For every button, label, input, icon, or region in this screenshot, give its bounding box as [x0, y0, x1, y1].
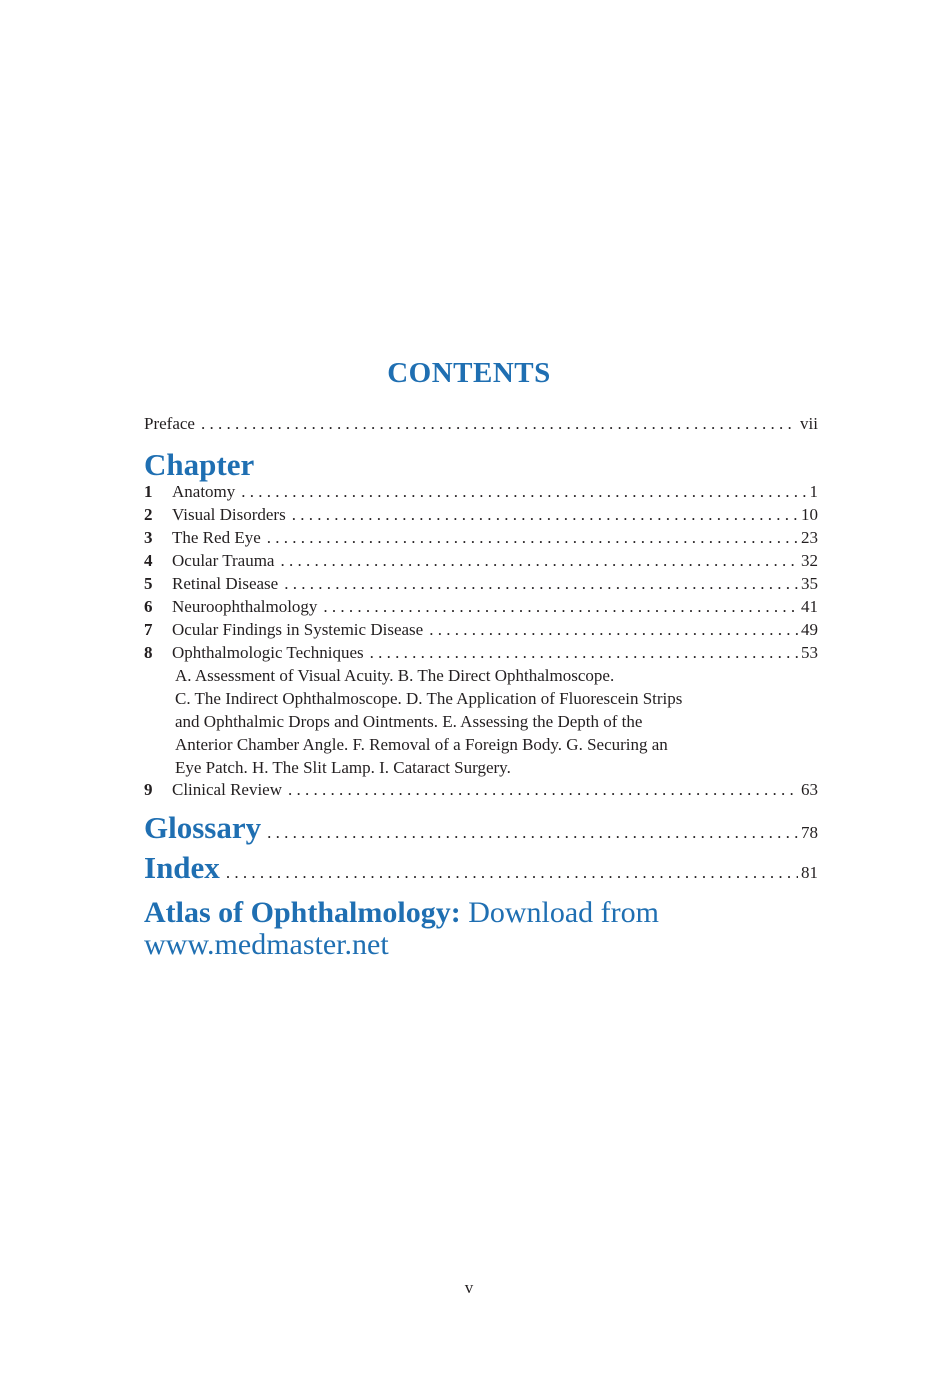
- dot-leader: [241, 481, 806, 503]
- toc-entry-chapter-8[interactable]: [144, 642, 818, 664]
- chapter-title: The Red Eye: [172, 528, 261, 547]
- toc-entry-chapter-7[interactable]: [144, 619, 818, 641]
- dot-leader: [267, 527, 798, 549]
- chapter-number: 4: [144, 551, 153, 570]
- toc-entry-label: Preface: [144, 414, 195, 433]
- chapter-page: 63: [801, 780, 818, 799]
- toc-entry-chapter-3[interactable]: [144, 527, 818, 549]
- contents-title: CONTENTS: [387, 357, 551, 389]
- dot-leader: [201, 413, 797, 435]
- chapter-page: 35: [801, 574, 818, 593]
- dot-leader: [284, 573, 798, 595]
- atlas-note: [144, 897, 744, 961]
- toc-entry-index[interactable]: [144, 850, 818, 891]
- chapter-number: 8: [144, 643, 153, 662]
- dot-leader: [292, 504, 798, 526]
- toc-entry-chapter-6[interactable]: [144, 596, 818, 618]
- subtopic-line: C. The Indirect Ophthalmoscope. D. The Application of Fluorescein Strips: [175, 689, 683, 708]
- chapter-heading: Chapter: [144, 447, 255, 482]
- toc-entry-chapter-1[interactable]: [144, 481, 818, 503]
- toc-entry-chapter-9[interactable]: [144, 779, 818, 801]
- chapter-page: 23: [801, 528, 818, 547]
- chapter-number: 5: [144, 574, 153, 593]
- chapter-title: Neuroophthalmology: [172, 597, 318, 616]
- index-page: 81: [801, 863, 818, 882]
- chapter-page: 10: [801, 505, 818, 524]
- atlas-url-link[interactable]: www.medmaster.net: [144, 928, 389, 961]
- chapter-page: 1: [809, 482, 818, 501]
- chapter-page: 53: [801, 643, 818, 662]
- chapter-number: 7: [144, 620, 153, 639]
- toc-entry-preface[interactable]: [144, 413, 818, 435]
- chapter-8-subtopics: [175, 664, 682, 779]
- chapter-title: Anatomy: [172, 482, 236, 501]
- toc-entry-glossary[interactable]: [144, 810, 818, 851]
- toc-entry-chapter-5[interactable]: [144, 573, 818, 595]
- glossary-label: Glossary: [144, 810, 262, 845]
- chapter-page: 32: [801, 551, 818, 570]
- dot-leader: [288, 779, 798, 801]
- chapter-title: Clinical Review: [172, 780, 283, 799]
- chapter-title: Ophthalmologic Techniques: [172, 643, 364, 662]
- dot-leader: [280, 550, 798, 572]
- toc-entry-page: vii: [800, 414, 818, 433]
- atlas-title: Atlas of Ophthalmology:: [144, 896, 461, 929]
- chapter-title: Visual Disorders: [172, 505, 286, 524]
- chapter-title: Ocular Trauma: [172, 551, 275, 570]
- index-label: Index: [144, 850, 220, 885]
- dot-leader: [370, 642, 798, 664]
- toc-entry-chapter-2[interactable]: [144, 504, 818, 526]
- subtopic-line: Anterior Chamber Angle. F. Removal of a Foreign Body. G. Securing an: [175, 735, 668, 754]
- chapter-number: 3: [144, 528, 153, 547]
- chapter-number: 1: [144, 482, 153, 501]
- subtopic-line: and Ophthalmic Drops and Ointments. E. Assessing the Depth of the: [175, 712, 643, 731]
- chapter-page: 49: [801, 620, 818, 639]
- chapter-number: 9: [144, 780, 153, 799]
- subtopic-line: A. Assessment of Visual Acuity. B. The Direct Ophthalmoscope.: [175, 666, 615, 685]
- atlas-download-text: Download from: [460, 896, 659, 929]
- subtopic-line: Eye Patch. H. The Slit Lamp. I. Cataract Surgery.: [175, 758, 511, 777]
- chapter-number: 6: [144, 597, 153, 616]
- chapter-title: Ocular Findings in Systemic Disease: [172, 620, 424, 639]
- toc-entry-chapter-4[interactable]: [144, 550, 818, 572]
- chapter-number: 2: [144, 505, 153, 524]
- page-number: v: [464, 1278, 474, 1297]
- dot-leader: [267, 815, 798, 851]
- dot-leader: [226, 855, 798, 891]
- dot-leader: [323, 596, 798, 618]
- glossary-page: 78: [801, 823, 818, 842]
- chapter-page: 41: [801, 597, 818, 616]
- chapter-title: Retinal Disease: [172, 574, 279, 593]
- dot-leader: [429, 619, 798, 641]
